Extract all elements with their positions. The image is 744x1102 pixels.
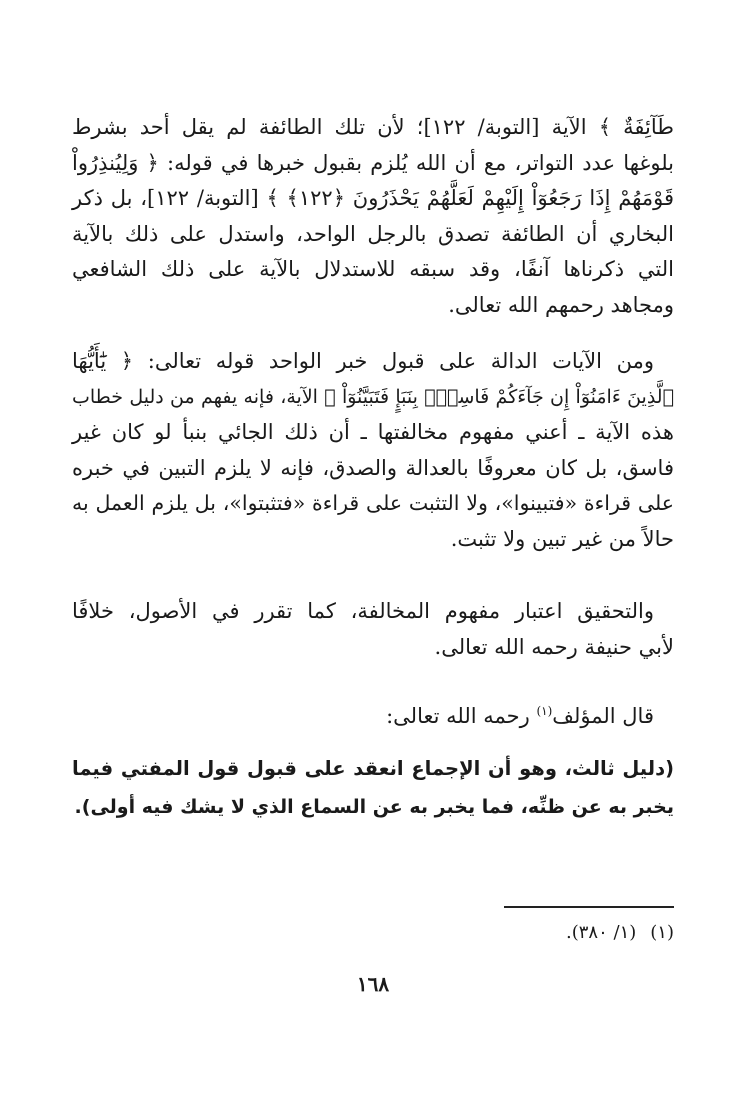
paragraph-3 bbox=[72, 594, 674, 665]
author-label: قال المؤلف bbox=[552, 704, 654, 728]
footnote bbox=[566, 922, 674, 943]
paragraph-2 bbox=[72, 344, 674, 557]
text-line bbox=[72, 694, 674, 735]
text-line: ٱلَّذِينَ ءَامَنُوٓاْ إِن جَآءَكُمْ فَاسِقٌۢ بِنَبَإٍ فَتَبَيَّنُوٓاْ ﴾ الآية، فإنه يفهم من دليل خطاب bbox=[72, 385, 674, 408]
footnote-ref: (١) bbox=[536, 704, 553, 718]
page-number: ١٦٨ bbox=[356, 972, 390, 996]
text-line: بلوغها عدد التواتر، مع أن الله يُلزم بقبول خبرها في قوله: ﴿ وَلِيُنذِرُواْ bbox=[72, 150, 674, 175]
paragraph-1 bbox=[72, 110, 674, 323]
text-line: حالاً من غير تبين ولا تثبت. bbox=[450, 526, 674, 551]
footnote-divider bbox=[504, 906, 674, 908]
footnote-text: (١/ ٣٨٠). bbox=[566, 922, 637, 943]
text-line: ومن الآيات الدالة على قبول خبر الواحد قوله تعالى: ﴿ يَٰٓأَيُّهَا bbox=[72, 349, 654, 373]
text-line: التي ذكرناها آنفًا، وقد سبقه للاستدلال بالآية على ذلك الشافعي bbox=[72, 257, 674, 281]
text-line: لأبي حنيفة رحمه الله تعالى. bbox=[434, 634, 674, 659]
quoted-text bbox=[72, 750, 674, 826]
text-line: على قراءة «فتبينوا»، ولا التثبت على قراءة «فتثبتوا»، بل يلزم العمل به bbox=[72, 491, 674, 515]
text-line: طَآئِفَةٌ ﴾ الآية [التوبة/ ١٢٢]؛ لأن تلك الطائفة لم يقل أحد بشرط bbox=[72, 115, 674, 139]
author-blessing: رحمه الله تعالى: bbox=[386, 704, 537, 728]
text-line: والتحقيق اعتبار مفهوم المخالفة، كما تقرر في الأصول، خلافًا bbox=[72, 599, 654, 623]
text-line: قَوْمَهُمْ إِذَا رَجَعُوٓاْ إِلَيْهِمْ لَعَلَّهُمْ يَحْذَرُونَ ﴿١٢٢﴾ ﴾ [التوبة/ ١٢٢]، بل ذكر bbox=[72, 186, 674, 210]
text-line: ومجاهد رحمهم الله تعالى. bbox=[448, 292, 674, 317]
book-page bbox=[72, 96, 674, 1096]
text-line: يخبر به عن ظنِّه، فما يخبر به عن السماع الذي لا يشك فيه أولى). bbox=[74, 796, 674, 818]
author-line bbox=[72, 694, 674, 735]
text-line: (دليل ثالث، وهو أن الإجماع انعقد على قبول قول المفتي فيما bbox=[72, 757, 674, 780]
text-line: فاسق، بل كان معروفًا بالعدالة والصدق، فإنه لا يلزم التبين في خبره bbox=[72, 455, 674, 480]
text-line: البخاري أن الطائفة تصدق بالرجل الواحد، واستدل على ذلك بالآية bbox=[72, 221, 674, 246]
text-line: هذه الآية ـ أعني مفهوم مخالفتها ـ أن ذلك الجائي بنبأ لو كان غير bbox=[72, 420, 674, 444]
footnote-number: (١) bbox=[650, 922, 674, 943]
